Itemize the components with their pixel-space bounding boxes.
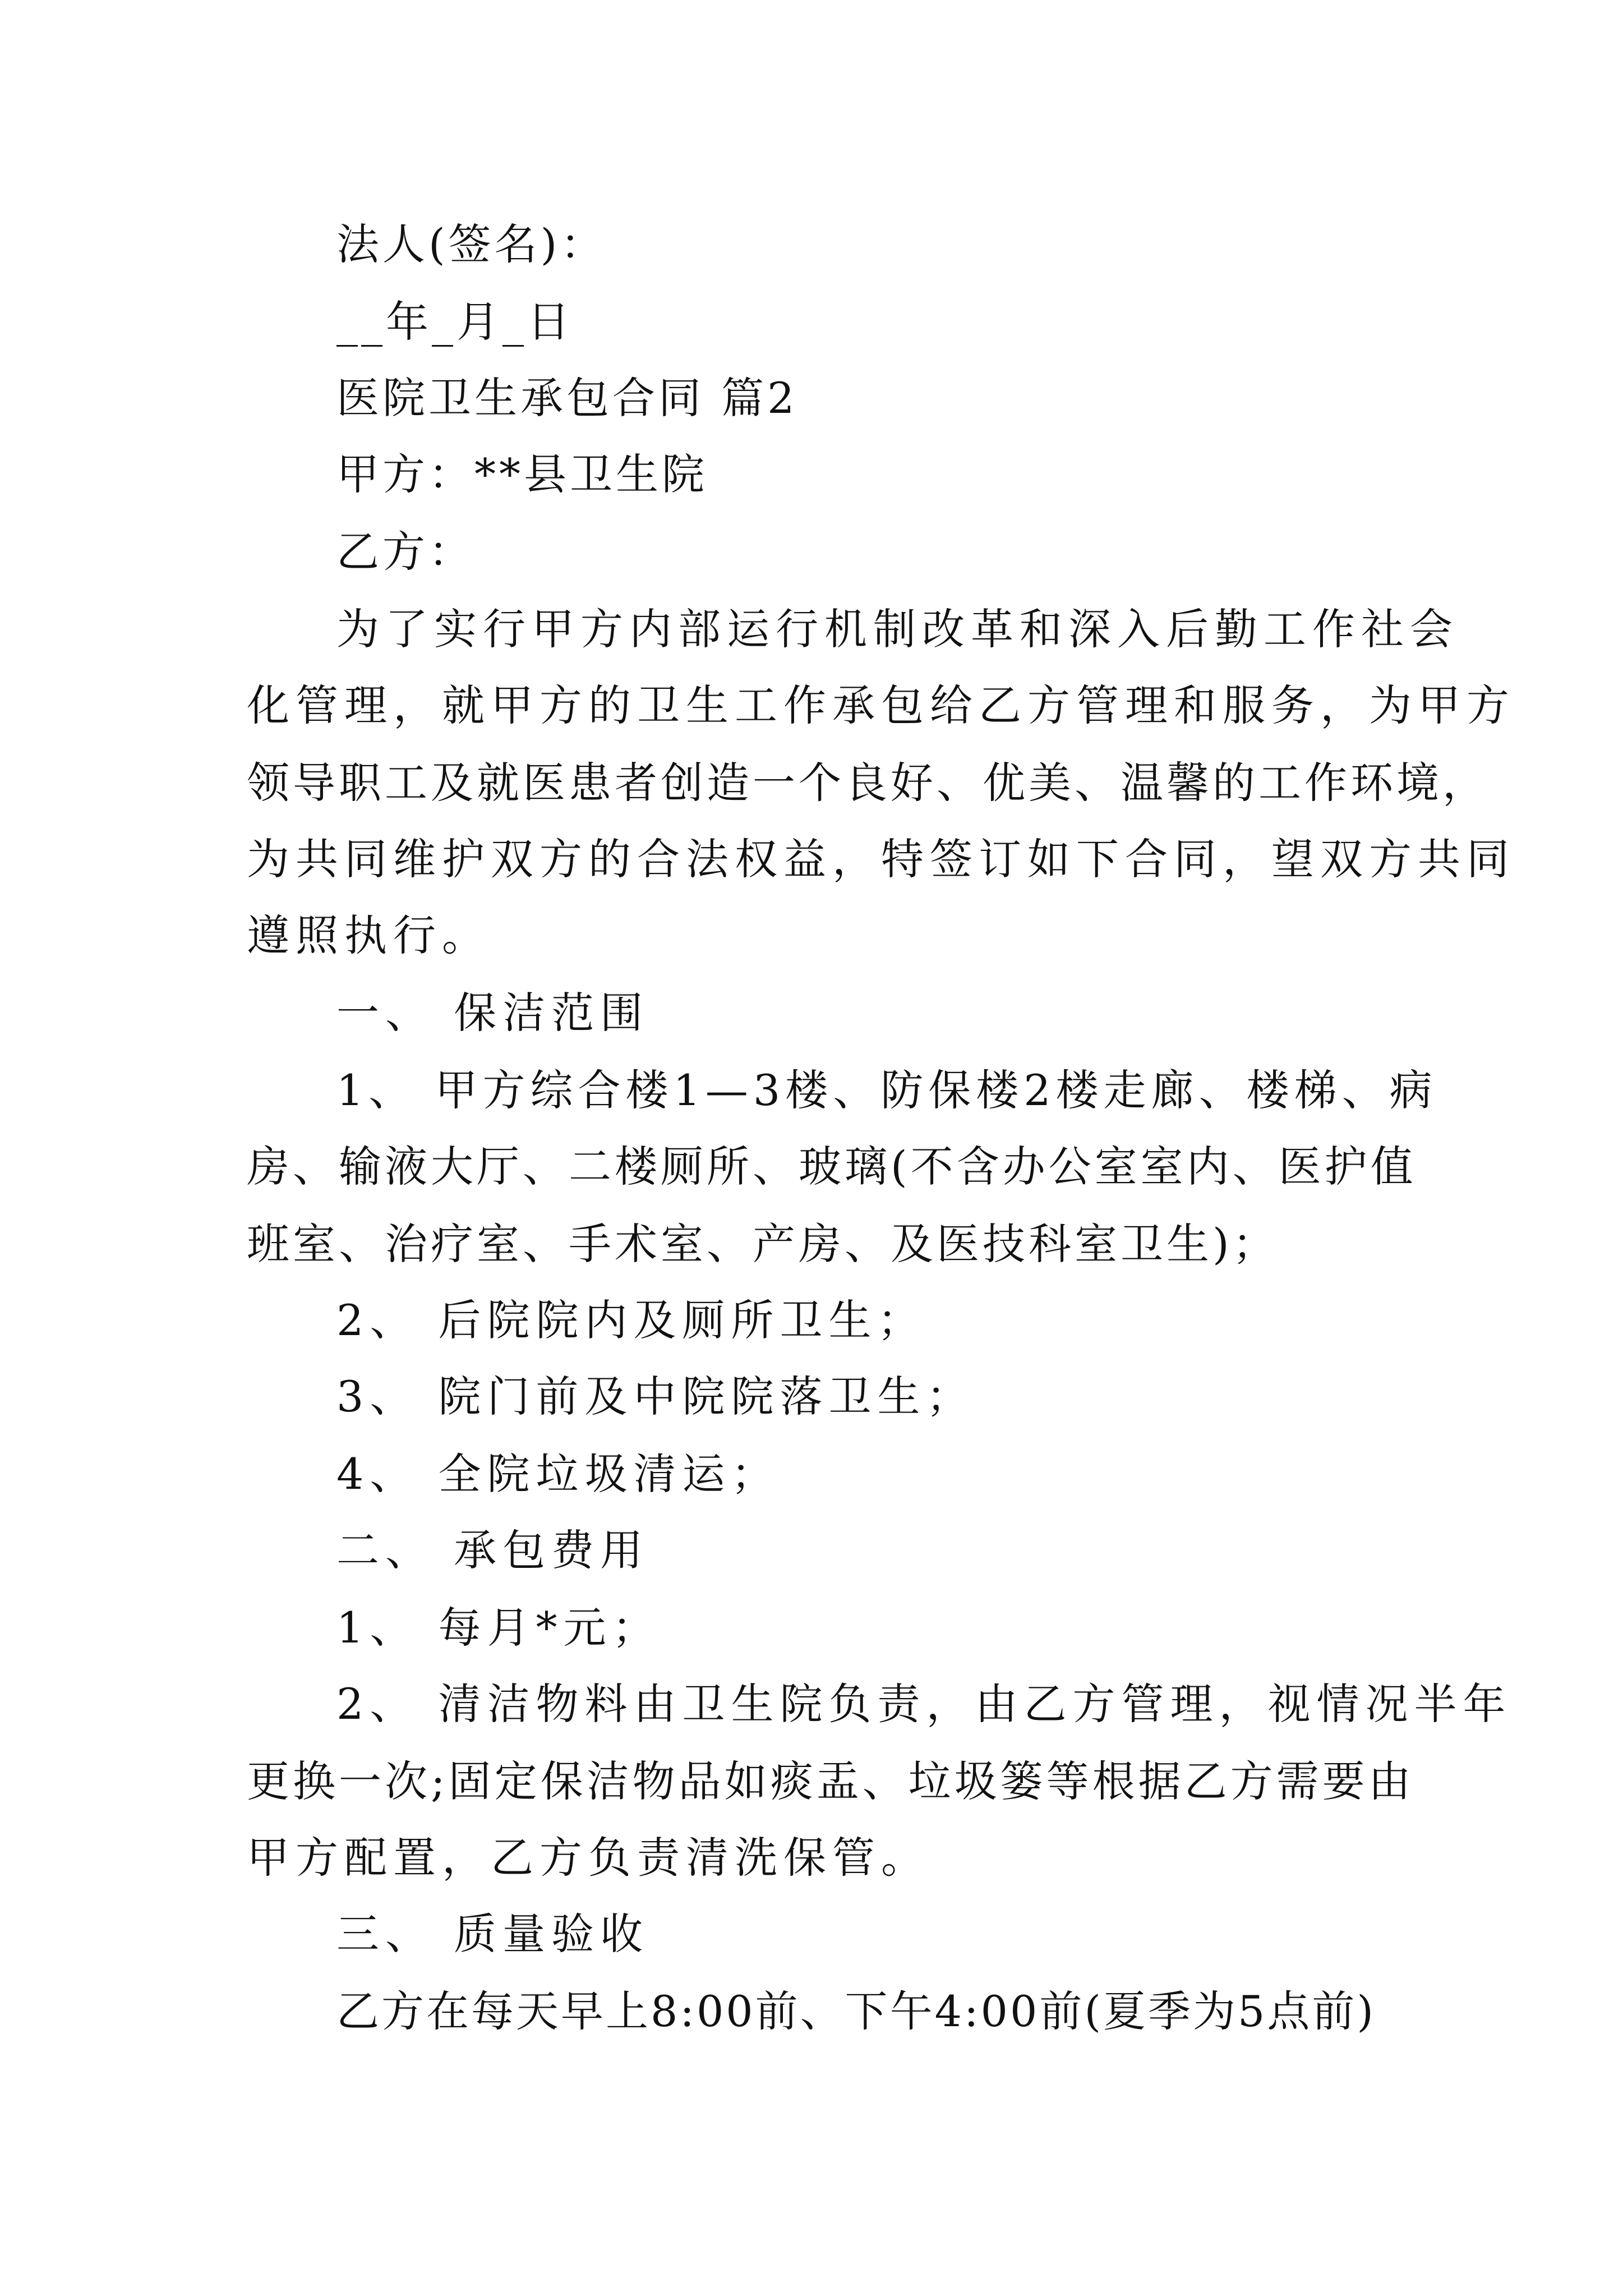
section-heading: 三、 质量验收	[336, 1909, 649, 1959]
paragraph-line: 为共同维护双方的合法权益，特签订如下合同，望双方共同	[247, 834, 1515, 884]
list-item: 2、 清洁物料由卫生院负责，由乙方管理，视情况半年	[336, 1679, 1512, 1729]
list-item: 2、 后院院内及厕所卫生；	[336, 1295, 926, 1345]
list-item: 4、 全院垃圾清运；	[336, 1449, 780, 1499]
party-b: 乙方：	[336, 527, 474, 577]
list-item: 3、 院门前及中院院落卫生；	[336, 1372, 975, 1421]
section-title: 医院卫生承包合同 篇2	[336, 373, 798, 423]
paragraph-line: 领导职工及就医患者创造一个良好、优美、温馨的工作环境，	[247, 758, 1488, 808]
paragraph-line: 为了实行甲方内部运行机制改革和深入后勤工作社会	[336, 604, 1459, 654]
paragraph-line: 化管理，就甲方的卫生工作承包给乙方管理和服务，为甲方	[247, 680, 1515, 730]
date-line: __年_月_日	[336, 297, 573, 347]
section-heading: 二、 承包费用	[336, 1525, 649, 1575]
list-item-continued: 甲方配置，乙方负责清洗保管。	[247, 1833, 930, 1883]
list-item-continued: 房、输液大厅、二楼厕所、玻璃(不含办公室室内、医护值	[247, 1142, 1417, 1191]
paragraph-line: 遵照执行。	[247, 910, 491, 960]
party-a: 甲方：**县卫生院	[336, 449, 708, 499]
list-item: 1、 甲方综合楼1—3楼、防保楼2楼走廊、楼梯、病	[336, 1065, 1437, 1115]
signature-line: 法人(签名)：	[336, 219, 607, 269]
section-heading: 一、 保洁范围	[336, 988, 649, 1038]
list-item: 1、 每月*元；	[336, 1603, 661, 1653]
paragraph-line: 乙方在每天早上8:00前、下午4:00前(夏季为5点前)	[336, 1986, 1376, 2036]
list-item-continued: 更换一次;固定保洁物品如痰盂、垃圾篓等根据乙方需要由	[247, 1756, 1414, 1806]
list-item-continued: 班室、治疗室、手术室、产房、及医技科室卫生)；	[247, 1219, 1279, 1269]
